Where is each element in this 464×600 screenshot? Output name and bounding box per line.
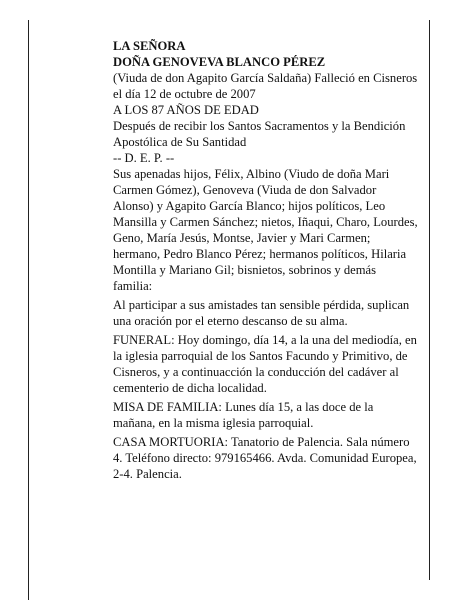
family-paragraph: Sus apenadas hijos, Félix, Albino (Viudo de doña Mari Carmen Gómez), Genoveva (Viuda de don Salvador Alonso) y Agapito García Blanco; hijos políticos, Leo Mansilla y Carmen Sánchez; nietos, Iñaqui, Charo, Lourdes, Geno, María Jesús, Montse, Javier y Mari Carmen; hermano, Pedro Blanco Pérez; hermanos políticos, Hilaria Montilla y Mariano Gil; bisnietos, sobrinos y demás familia: <box>113 167 418 293</box>
frame-right-border <box>429 20 430 580</box>
funeral-paragraph: FUNERAL: Hoy domingo, día 14, a la una del mediodía, en la iglesia parroquial de los Santos Facundo y Primitivo, de Cisneros, y a continuacción la conducción del cadáver al cementerio de dicha localidad. <box>113 333 417 395</box>
funeral-home-paragraph: CASA MORTUORIA: Tanatorio de Palencia. Sala número 4. Teléfono directo: 979165466. Avda. Comunidad Europea, 2-4. Palencia. <box>113 435 417 481</box>
deceased-name: DOÑA GENOVEVA BLANCO PÉREZ <box>113 55 326 69</box>
death-info: (Viuda de don Agapito García Saldaña) Falleció en Cisneros el día 12 de octubre de 2007 <box>113 71 418 101</box>
notice-heading: LA SEÑORA <box>113 39 186 53</box>
family-mass-paragraph: MISA DE FAMILIA: Lunes día 15, a las doce de la mañana, en la misma iglesia parroquial. <box>113 400 374 430</box>
dep-line: -- D. E. P. -- <box>113 151 175 165</box>
request-paragraph: Al participar a sus amistades tan sensible pérdida, suplican una oración por el eterno descanso de su alma. <box>113 298 410 328</box>
frame-left-border <box>28 20 29 600</box>
sacraments-line: Después de recibir los Santos Sacramentos y la Bendición Apostólica de Su Santidad <box>113 119 406 149</box>
obituary-notice <box>113 38 418 482</box>
age-line: A LOS 87 AÑOS DE EDAD <box>113 103 259 117</box>
